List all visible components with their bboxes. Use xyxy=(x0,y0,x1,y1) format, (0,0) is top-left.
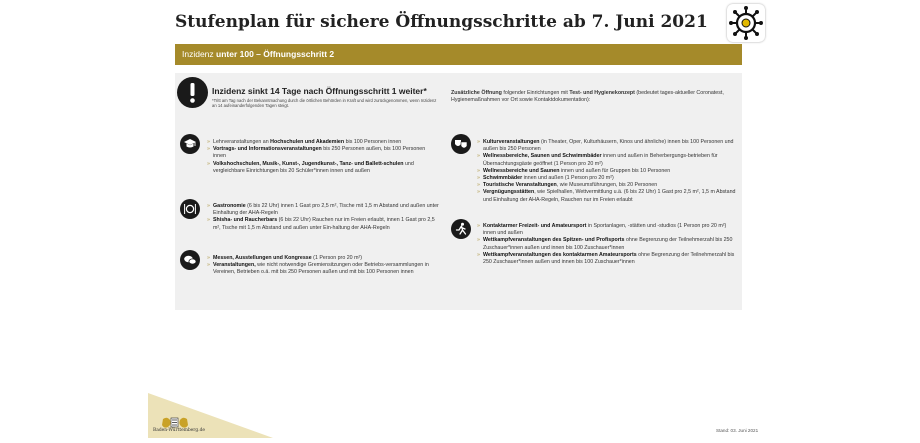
intro-bold-2: Test- und Hygienekonzept xyxy=(569,90,635,96)
chat-icon xyxy=(180,250,200,270)
list-item: » Touristische Veranstaltungen, wie Museumsführungen, bis 20 Personen xyxy=(477,182,739,189)
list-item: » Kontaktarmer Freizeit- und Amateursport in Sportanlagen, -stätten und -studios (1 Person pro 20 m²) innen und außen xyxy=(477,223,739,237)
restaurant-icon xyxy=(180,199,200,219)
list-item: » Kulturveranstaltungen (in Theater, Oper, Kulturhäusern, Kinos und ähnliche) innen bis 100 Personen und außen bis 250 Personen xyxy=(477,139,739,153)
list-item: » Lehrveranstaltungen an Hochschulen und Akademien bis 100 Personen innen xyxy=(207,139,439,146)
date-stamp: Stand: 03. Juni 2021 xyxy=(716,428,759,433)
page-title: Stufenplan für sichere Öffnungsschritte ab 7. Juni 2021 xyxy=(175,12,708,32)
list-item: » Wettkampfveranstaltungen des Spitzen- und Profisports ohne Begrenzung der Teilnehmerzahl bis 250 Zuschauer*innen außen und innen bis 100 Zuschauer*innen xyxy=(477,237,739,251)
list-education xyxy=(207,139,439,175)
graduation-icon xyxy=(180,134,200,154)
intro-text-1: folgender Einrichtungen mit xyxy=(501,90,570,96)
list-item: » Volkshochschulen, Musik-, Kunst-, Jugendkunst-, Tanz- und Ballett-schulen und vergleichbare Einrichtungen bis 20 Schüler*innen innen und außen xyxy=(207,161,439,175)
footnote: *Tritt am Tag nach der Bekanntmachung durch die örtlichen Behörden in Kraft und wird zurückgenommen, wenn Inzidenz an 14 aufeinanderfolgenden Tagen steigt. xyxy=(212,98,437,109)
coronavirus-steering-wheel-logo xyxy=(727,4,765,42)
list-events xyxy=(207,255,439,277)
banner-prefix: Inzidenz xyxy=(182,49,217,59)
banner-step: unter 100 – Öffnungsschritt 2 xyxy=(216,49,335,59)
runner-icon xyxy=(451,219,471,239)
list-culture-wellness xyxy=(477,139,739,204)
list-item: » Schwimmbäder innen und außen (1 Person pro 20 m²) xyxy=(477,175,739,182)
list-item: » Messen, Ausstellungen und Kongresse (1 Person pro 20 m²) xyxy=(207,255,439,262)
theater-masks-icon xyxy=(451,134,471,154)
additional-opening-intro xyxy=(451,90,731,104)
exclamation-icon xyxy=(177,77,208,108)
list-item: » Shisha- und Raucherbars (6 bis 22 Uhr) Rauchen nur im Freien erlaubt, innen 1 Gast pro 2,5 m², Tische mit 1,5 m Abstand und außen unter Ein-haltung der AHA-Regeln xyxy=(207,217,439,231)
list-item: » Wellnessbereiche und Saunen innen und außen für Gruppen bis 10 Personen xyxy=(477,168,739,175)
list-item: » Vergnügungsstätten, wie Spielhallen, Wettvermittlung u.ä. (6 bis 22 Uhr) 1 Gast pro 2,5 m², 1,5 m Abstand und Einhaltung der AHA-Regeln, Rauchen nur im Freien erlaubt xyxy=(477,189,739,203)
incidence-banner xyxy=(175,44,742,65)
intro-bold-1: Zusätzliche Öffnung xyxy=(451,90,502,96)
list-sports xyxy=(477,223,739,266)
intro-text-2: (bedeutet tages-aktueller Coronatest, Hygienemaßnahmen vor Ort sowie Kontaktdokumentation): xyxy=(451,90,724,104)
brand-text: Baden-Württemberg.de xyxy=(153,428,205,433)
list-gastronomy xyxy=(207,203,439,232)
list-item: » Vortrags- und Informationsveranstaltungen bis 250 Personen außen, bis 100 Personen innen xyxy=(207,146,439,160)
list-item: » Wellnessbereiche, Saunen und Schwimmbäder innen und außen in Beherbergungs-betrieben für Übernachtungsgäste geöffnet (1 Person pro 20 m²) xyxy=(477,153,739,167)
list-item: » Gastronomie (6 bis 22 Uhr) innen 1 Gast pro 2,5 m², Tische mit 1,5 m Abstand und außen unter Einhaltung der AHA-Regeln xyxy=(207,203,439,217)
headline: Inzidenz sinkt 14 Tage nach Öffnungsschritt 1 weiter* xyxy=(212,86,427,96)
list-item: » Veranstaltungen, wie nicht notwendige Gremiensitzungen oder Betriebs-versammlungen in Vereinen, Betrieben o.ä. mit bis 250 Personen außen und mit bis 100 Personen innen xyxy=(207,262,439,276)
list-item: » Wettkampfveranstaltungen des kontaktarmen Amateursports ohne Begrenzung der Teilnehmerzahl bis 250 Zuschauer*innen außen und innen bis 100 Zuschauer*innen xyxy=(477,252,739,266)
